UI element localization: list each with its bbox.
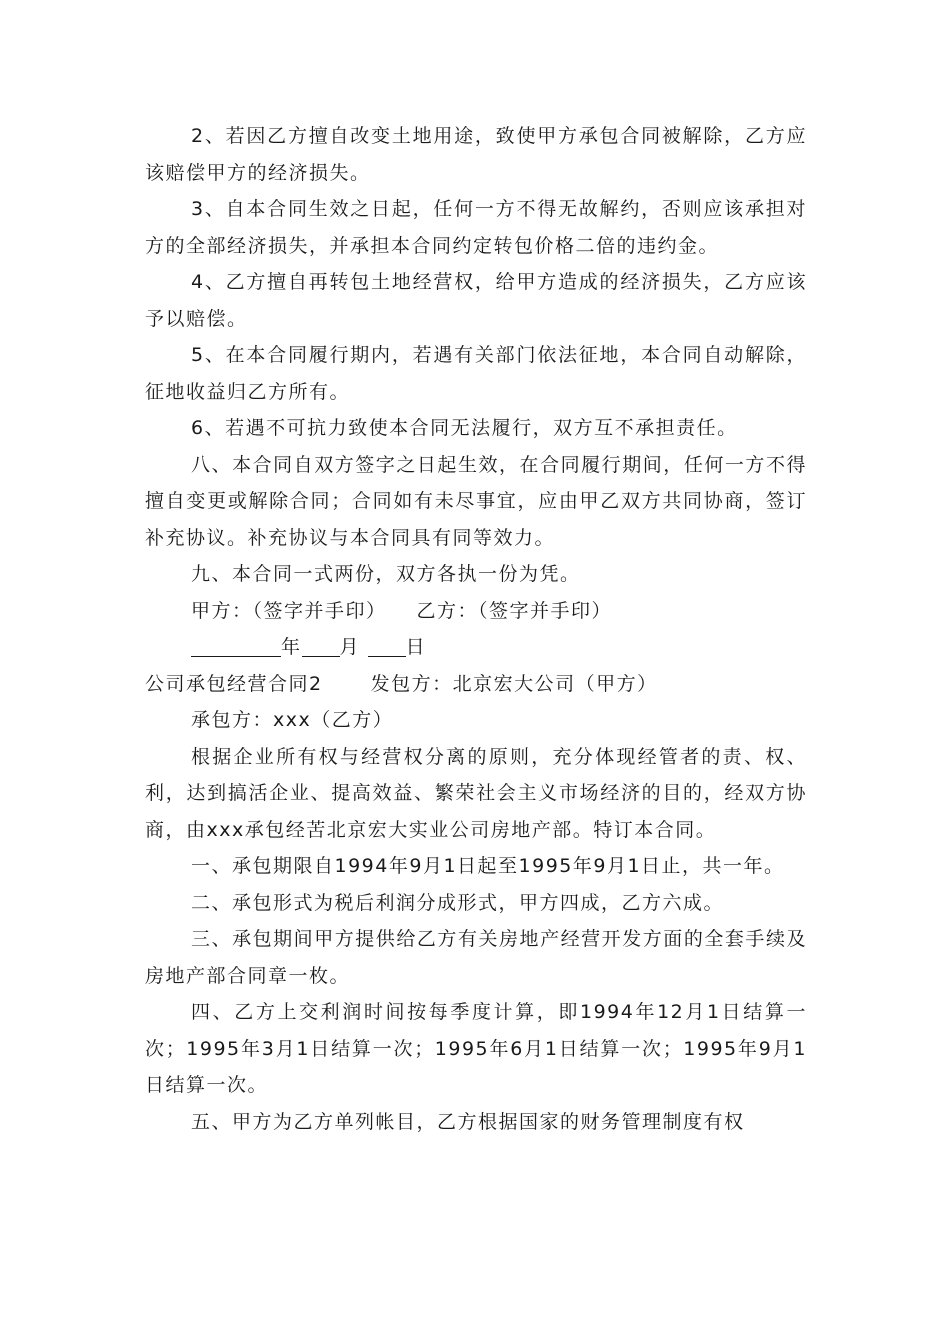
- signature-line: [145, 593, 807, 630]
- article-9: 九、本合同一式两份，双方各执一份为凭。: [191, 563, 581, 585]
- day-label: 日: [405, 636, 427, 658]
- party-b-signature: 乙方：（签字并手印）: [416, 599, 613, 622]
- clause-4: 4、乙方擅自再转包土地经营权，给甲方造成的经济损失，乙方应该予以赔偿。: [145, 271, 807, 330]
- contract2-article-4: 四、乙方上交利润时间按每季度计算，即1994年12月1日结算一次；1995年3月1日结算一次；1995年6月1日结算一次；1995年9月1日结算一次。: [145, 1001, 807, 1096]
- party-a-signature: 甲方：（签字并手印）: [191, 599, 387, 622]
- clause-2: 2、若因乙方擅自改变土地用途，致使甲方承包合同被解除，乙方应该赔偿甲方的经济损失。: [145, 125, 807, 184]
- month-blank: [302, 634, 340, 657]
- year-blank: [191, 634, 281, 657]
- contract2-article-3: 三、承包期间甲方提供给乙方有关房地产经营开发方面的全套手续及房地产部合同章一枚。: [145, 928, 807, 987]
- contract2-article-2: 二、承包形式为税后利润分成形式，甲方四成，乙方六成。: [191, 891, 725, 914]
- document-body: [145, 118, 807, 1140]
- contract2-issuer: 发包方：北京宏大公司（甲方）: [370, 672, 658, 695]
- day-blank: [368, 634, 406, 657]
- article-8: 八、本合同自双方签字之日起生效，在合同履行期间，任何一方不得擅自变更或解除合同；合同如有未尽事宜，应由甲乙双方共同协商，签订补充协议。补充协议与本合同具有同等效力。: [145, 453, 807, 549]
- year-label: 年: [281, 636, 302, 658]
- contract2-preamble: 根据企业所有权与经营权分离的原则，充分体现经管者的责、权、利，达到搞活企业、提高效益、繁荣社会主义市场经济的目的，经双方协商，由xxx承包经苦北京宏大实业公司房地产部。特订本合同。: [145, 745, 807, 841]
- clause-6: 6、若遇不可抗力致使本合同无法履行，双方互不承担责任。: [191, 417, 738, 439]
- contract2-article-5: 五、甲方为乙方单列帐目，乙方根据国家的财务管理制度有权: [191, 1110, 745, 1133]
- contract2-heading: [145, 666, 807, 703]
- clause-3: 3、自本合同生效之日起，任何一方不得无故解约，否则应该承担对方的全部经济损失，并承担本合同约定转包价格二倍的违约金。: [145, 198, 807, 257]
- contract2-article-1: 一、承包期限自1994年9月1日起至1995年9月1日止，共一年。: [191, 855, 785, 877]
- date-line: [145, 629, 807, 666]
- clause-5: 5、在本合同履行期内，若遇有关部门依法征地，本合同自动解除，征地收益归乙方所有。: [145, 344, 807, 403]
- contract2-title: 公司承包经营合同2: [145, 672, 323, 695]
- contract2-contractor: 承包方：xxx（乙方）: [191, 709, 394, 731]
- month-label: 月: [339, 636, 361, 658]
